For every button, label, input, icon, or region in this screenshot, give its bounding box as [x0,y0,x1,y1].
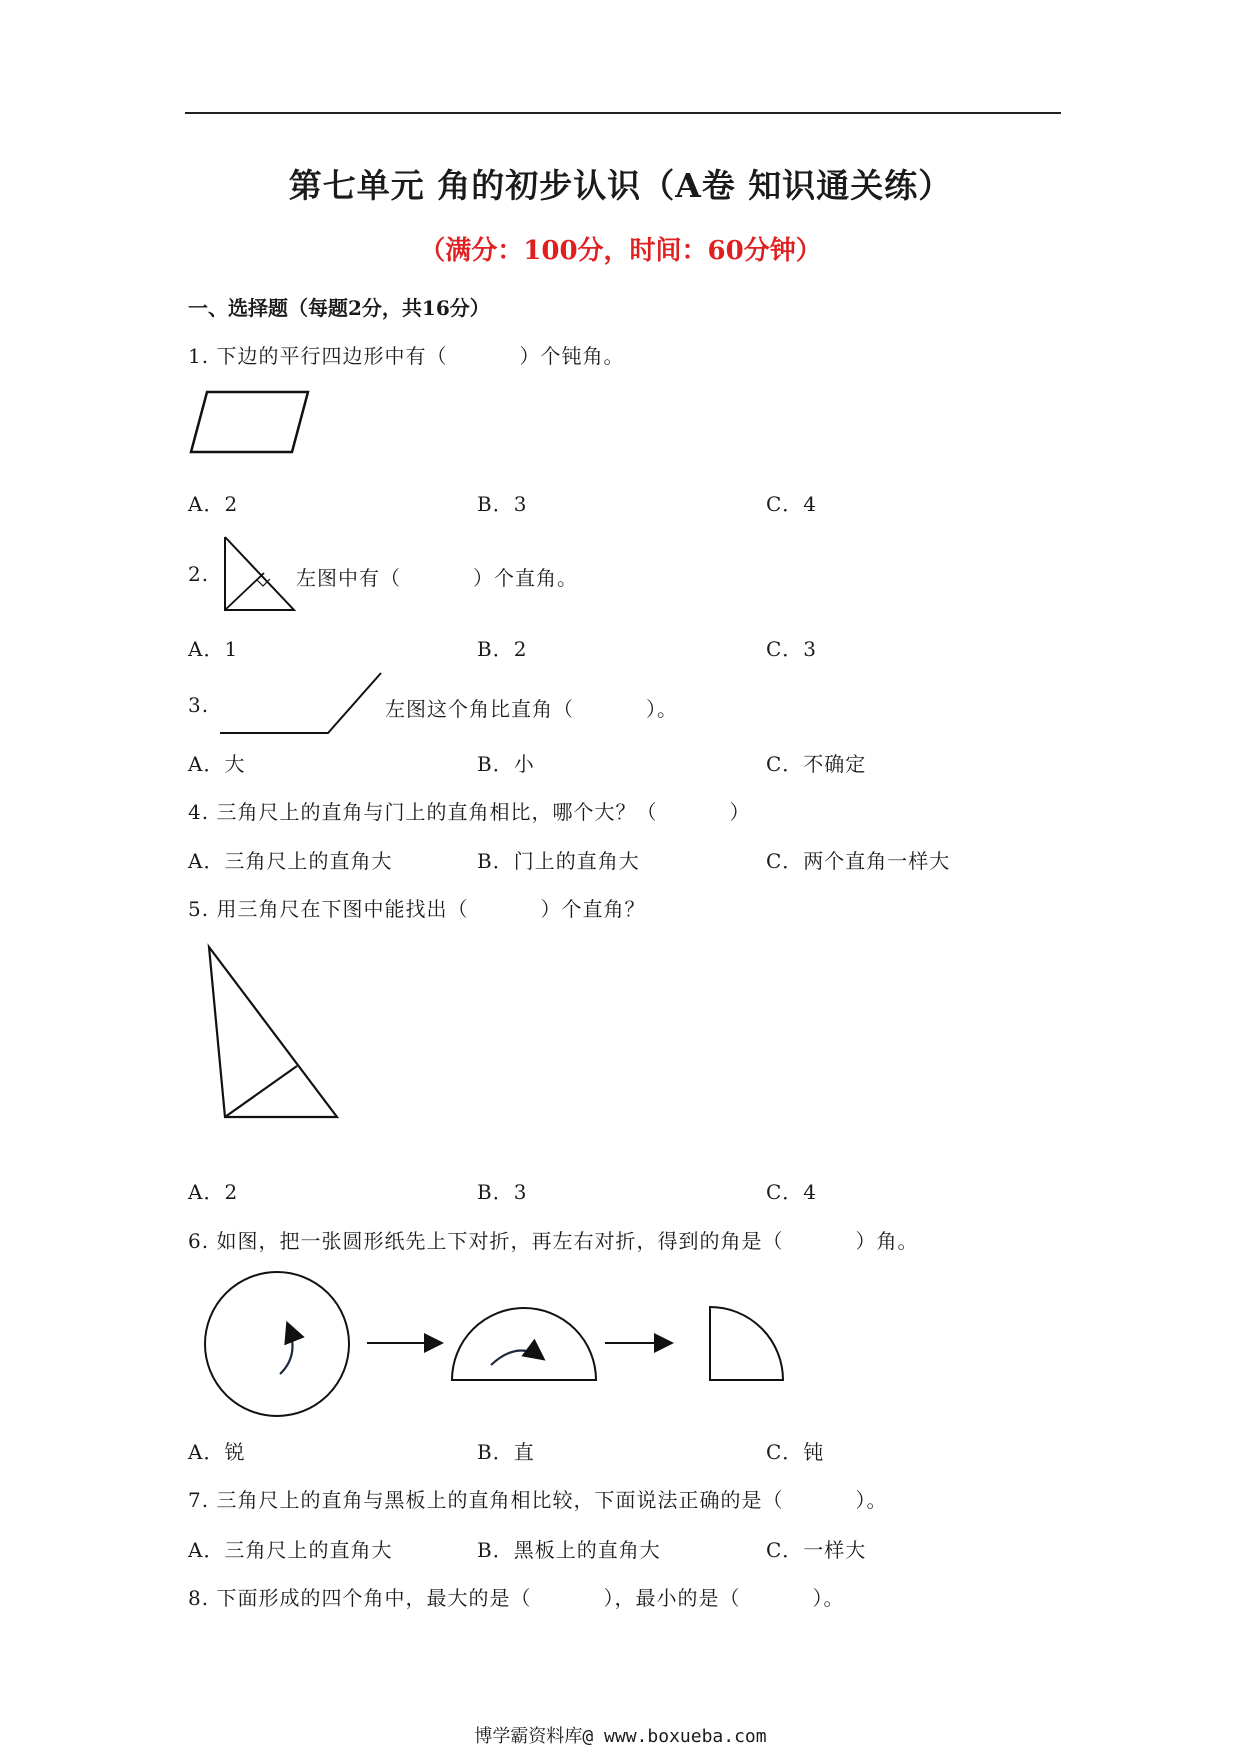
question-5: 5. 用三角尺在下图中能找出（ ）个直角？ [188,897,646,921]
parallelogram-figure [190,390,320,460]
q2-option-a[interactable]: A．1 [188,637,239,661]
q4-option-c[interactable]: C．两个直角一样大 [766,849,951,873]
q2-option-b[interactable]: B．2 [477,637,528,661]
question-7: 7. 三角尺上的直角与黑板上的直角相比较，下面说法正确的是（ ）。 [188,1488,888,1512]
question-4: 4. 三角尺上的直角与门上的直角相比，哪个大？（ ） [188,800,751,824]
q6-option-b[interactable]: B．直 [477,1440,535,1464]
q5-option-a[interactable]: A．2 [188,1180,239,1204]
q5-option-c[interactable]: C．4 [766,1180,818,1204]
obtuse-angle-figure [218,670,388,740]
page-subtitle: （满分：100分，时间：60分钟） [419,236,822,266]
q7-option-b[interactable]: B．黑板上的直角大 [477,1538,661,1562]
q4-option-a[interactable]: A．三角尺上的直角大 [188,849,393,873]
question-3: 左图这个角比直角（ ）。 [385,697,678,721]
right-triangle-figure [220,535,300,615]
question-1: 1. 下边的平行四边形中有（ ）个钝角。 [188,344,625,368]
q5-option-b[interactable]: B．3 [477,1180,528,1204]
question-8: 8. 下面形成的四个角中，最大的是（ ），最小的是（ ）。 [188,1586,845,1610]
q1-option-c[interactable]: C．4 [766,492,818,516]
q7-option-a[interactable]: A．三角尺上的直角大 [188,1538,393,1562]
header-rule [185,112,1061,114]
question-6: 6. 如图，把一张圆形纸先上下对折，再左右对折，得到的角是（ ）角。 [188,1229,919,1253]
q1-option-a[interactable]: A．2 [188,492,239,516]
question-2-number: 2. [188,562,210,586]
footer-watermark: 博学霸资料库@ www.boxueba.com [474,1726,767,1747]
page-title: 第七单元 角的初步认识（A卷 知识通关练） [288,166,953,205]
q3-option-b[interactable]: B．小 [477,752,535,776]
paper-folding-figure [200,1270,800,1420]
q2-option-c[interactable]: C．3 [766,637,818,661]
triangle-with-perpendicular-figure [205,945,345,1125]
q6-option-c[interactable]: C．钝 [766,1440,825,1464]
question-3-number: 3. [188,693,210,717]
q6-option-a[interactable]: A．锐 [188,1440,246,1464]
q3-option-c[interactable]: C．不确定 [766,752,867,776]
q1-option-b[interactable]: B．3 [477,492,528,516]
q7-option-c[interactable]: C．一样大 [766,1538,867,1562]
question-2: 左图中有（ ）个直角。 [296,566,578,590]
q3-option-a[interactable]: A．大 [188,752,246,776]
q4-option-b[interactable]: B．门上的直角大 [477,849,640,873]
section-title: 一、选择题（每题2分，共16分） [188,296,490,320]
